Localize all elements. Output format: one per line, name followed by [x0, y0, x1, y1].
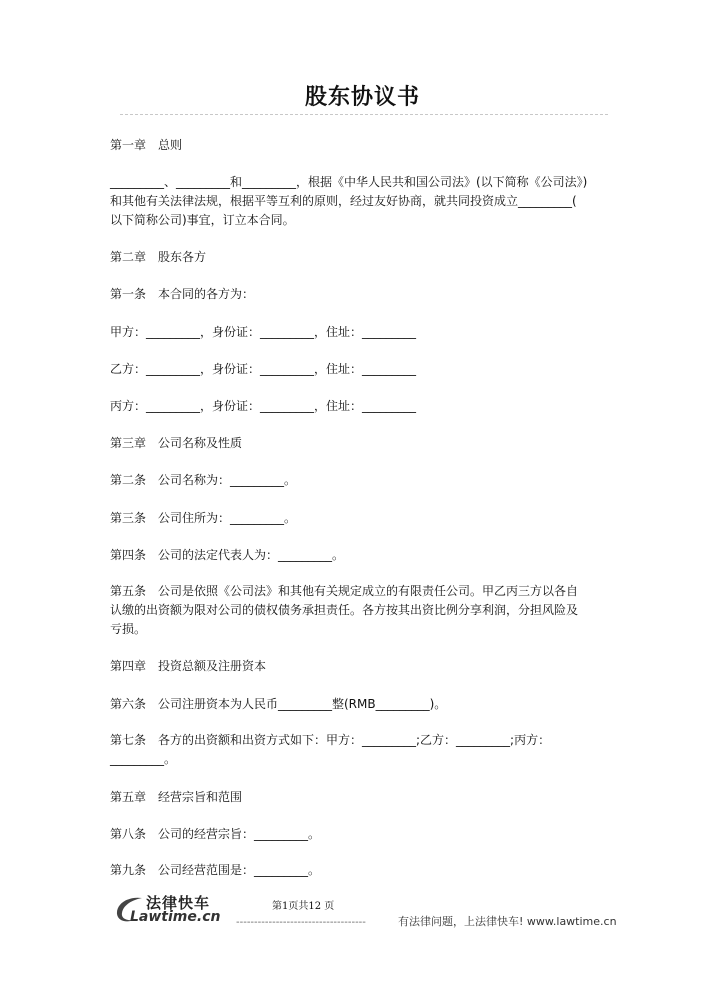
- preamble-paragraph: [110, 173, 622, 230]
- party-a-line: 甲方：_________，身份证：_________，住址：_________: [110, 325, 417, 339]
- article-4: 第四条 公司的法定代表人为：_________。: [110, 548, 345, 562]
- document-title: 股东协议书: [304, 84, 420, 110]
- preamble-line-3: 以下简称公司)事宜，订立本合同。: [110, 213, 295, 227]
- article-5-line-3: 亏损。: [110, 622, 147, 636]
- article-5-paragraph: [110, 582, 622, 639]
- party-b-line: 乙方：_________，身份证：_________，住址：_________: [110, 362, 417, 376]
- article-5-line-1: 第五条 公司是依照《公司法》和其他有关规定成立的有限责任公司。甲乙丙三方以各自: [110, 584, 579, 598]
- logo-chinese-text: 法律快车: [146, 894, 211, 912]
- chapter-4-heading: 第四章 投资总额及注册资本: [110, 659, 267, 673]
- article-7-line-1: 第七条 各方的出资额和出资方式如下：甲方：_________;乙方：_________;丙方：: [110, 733, 551, 747]
- chapter-2-heading: 第二章 股东各方: [110, 250, 207, 264]
- footer-dashes: ------------------------------------: [236, 917, 366, 928]
- footer-slogan: 有法律问题，上法律快车! www.lawtime.cn: [398, 915, 617, 928]
- preamble-line-2: 和其他有关法律法规，根据平等互利的原则，经过友好协商，就共同投资成立_________(: [110, 194, 577, 208]
- page-number: 第1页共12 页: [272, 901, 335, 912]
- lawtime-logo[interactable]: [112, 892, 232, 926]
- article-9: 第九条 公司经营范围是：_________。: [110, 863, 321, 877]
- article-2: 第二条 公司名称为：_________。: [110, 473, 297, 487]
- chapter-1-heading: 第一章 总则: [110, 138, 183, 152]
- article-5-line-2: 认缴的出资额为限对公司的债权债务承担责任。各方按其出资比例分享利润，分担风险及: [110, 603, 579, 617]
- article-7-line-2: _________。: [110, 752, 177, 766]
- article-6: 第六条 公司注册资本为人民币_________整(RMB_________)。: [110, 697, 447, 711]
- preamble-line-1: _________、_________和_________，根据《中华人民共和国公司法》(以下简称《公司法》): [110, 175, 588, 189]
- chapter-5-heading: 第五章 经营宗旨和范围: [110, 790, 243, 804]
- article-8: 第八条 公司的经营宗旨：_________。: [110, 827, 321, 841]
- chapter-3-heading: 第三章 公司名称及性质: [110, 436, 243, 450]
- logo-english-text: Lawtime.cn: [130, 909, 221, 925]
- article-3: 第三条 公司住所为：_________。: [110, 511, 297, 525]
- article-1: 第一条 本合同的各方为：: [110, 287, 255, 301]
- title-divider: [120, 114, 608, 115]
- article-7-paragraph: [110, 731, 622, 769]
- party-c-line: 丙方：_________，身份证：_________，住址：_________: [110, 399, 417, 413]
